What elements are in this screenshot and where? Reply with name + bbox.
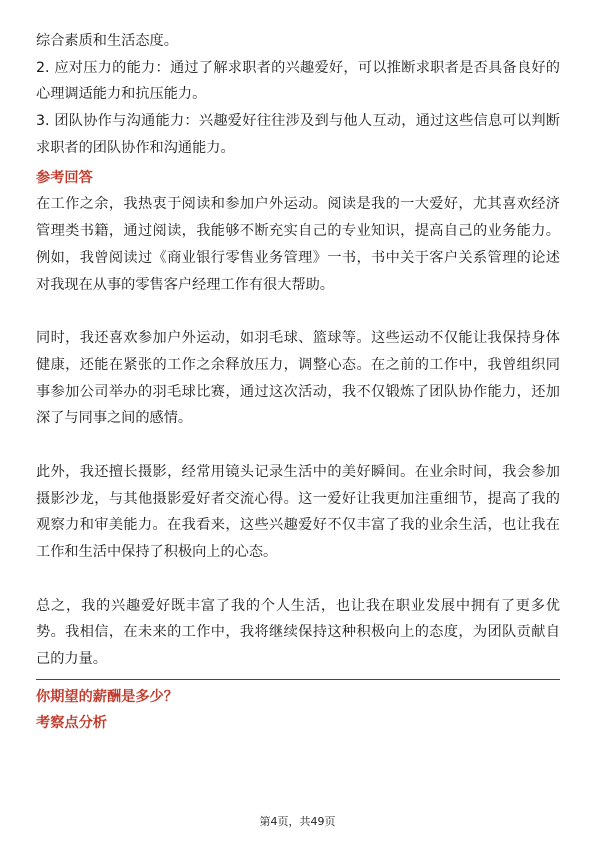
intro-line: 综合素质和生活态度。: [36, 33, 178, 49]
answer-line: 深了与同事之间的感情。: [36, 410, 193, 427]
analysis-heading: 考察点分析: [36, 714, 107, 731]
answer-line: 摄影沙龙，与其他摄影爱好者交流心得。这一爱好让我更加注重细节，提高了我的: [36, 490, 560, 507]
answer-paragraph-1: [36, 191, 560, 298]
answer-line: 工作和生活中保持了积极向上的心态。: [36, 544, 278, 560]
answer-line: 势。我相信，在未来的工作中，我将继续保持这种积极向上的态度，为团队贡献自: [36, 624, 560, 641]
document-page: [36, 28, 560, 736]
answer-line: 管理类书籍，通过阅读，我能够不断充实自己的专业知识，提高自己的业务能力。: [36, 223, 560, 240]
answer-line: 对我现在从事的零售客户经理工作有很大帮助。: [36, 276, 334, 293]
answer-line: 事参加公司举办的羽毛球比赛，通过这次活动，我不仅锻炼了团队协作能力，还加: [36, 383, 560, 400]
intro-tail: [36, 28, 560, 55]
answer-paragraph-2: [36, 325, 560, 432]
answer-line: 健康，还能在紧张的工作之余释放压力，调整心态。在之前的工作中，我曾组织同: [36, 356, 560, 373]
point-line: 心理调适能力和抗压能力。: [36, 86, 207, 103]
answer-line: 己的力量。: [36, 651, 107, 668]
page-number-footer: 第4页，共49页: [259, 815, 336, 828]
answer-line: 例如，我曾阅读过《商业银行零售业务管理》一书，书中关于客户关系管理的论述: [36, 249, 560, 266]
answer-line: 观察力和审美能力。在我看来，这些兴趣爱好不仅丰富了我的业余生活，也让我在: [36, 517, 560, 534]
answer-line: 总之，我的兴趣爱好既丰富了我的个人生活，也让我在职业发展中拥有了更多优: [36, 597, 560, 614]
point-2: [36, 55, 560, 108]
answer-line: 此外，我还擅长摄影，经常用镜头记录生活中的美好瞬间。在业余时间，我会参加: [36, 463, 560, 480]
point-line: 3. 团队协作与沟通能力：兴趣爱好往往涉及到与他人互动，通过这些信息可以判断: [36, 113, 560, 130]
answer-paragraph-4: [36, 593, 560, 673]
answer-line: 同时，我还喜欢参加户外运动，如羽毛球、篮球等。这些运动不仅能让我保持身体: [36, 330, 560, 347]
reference-answer-heading: 参考回答: [36, 170, 93, 187]
point-line: 2. 应对压力的能力：通过了解求职者的兴趣爱好，可以推断求职者是否具备良好的: [36, 59, 560, 76]
point-3: [36, 108, 560, 161]
answer-line: 在工作之余，我热衷于阅读和参加户外运动。阅读是我的一大爱好，尤其喜欢经济: [36, 196, 560, 213]
section-divider: [36, 679, 560, 680]
next-question-heading: 你期望的薪酬是多少？: [36, 688, 178, 705]
point-line: 求职者的团队协作和沟通能力。: [36, 139, 235, 156]
answer-paragraph-3: [36, 459, 560, 566]
